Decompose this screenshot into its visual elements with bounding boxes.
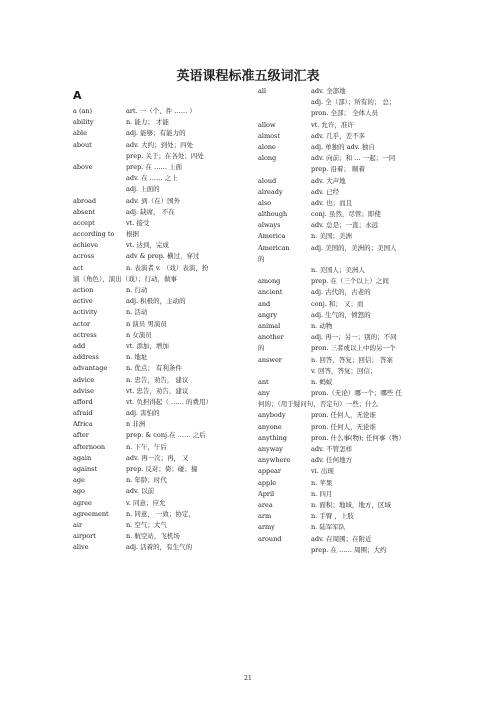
entry-definition: prep. 在 …… 上面	[126, 162, 183, 171]
entry-word	[258, 366, 311, 377]
vocab-entry	[73, 218, 248, 229]
entry-definition: n. 行动	[126, 286, 148, 294]
vocab-entry	[73, 419, 248, 430]
left-entry-list	[73, 106, 248, 554]
vocab-entry	[258, 153, 433, 164]
entry-word: animal	[258, 321, 281, 330]
vocab-entry	[73, 263, 248, 274]
vocab-entry	[258, 276, 433, 287]
entry-word: allow	[258, 120, 276, 129]
vocab-entry	[258, 310, 433, 321]
vocab-entry	[258, 243, 433, 254]
entry-word: aloud	[258, 176, 277, 185]
entry-definition: n. 苹果	[311, 478, 333, 487]
entry-definition: prep. 反对；倚；碰；撞	[126, 465, 198, 473]
entry-word: army	[258, 523, 275, 532]
entry-definition: vt. 允许，准许	[311, 120, 354, 129]
entry-definition: vt. 达到，完成	[126, 241, 169, 250]
entry-definition: prep. 关于；在各处；四处	[126, 151, 204, 160]
entry-definition: adv. 也；而且	[311, 198, 353, 207]
vocab-entry	[258, 108, 433, 119]
entry-definition: n. 航空站，飞机场	[126, 532, 180, 541]
entry-word	[258, 265, 311, 276]
entry-continuation: 的	[258, 254, 265, 263]
entry-definition: adj. 全（部）；所有的； 总；	[311, 98, 396, 107]
entry-definition: n 演员 男演员	[126, 319, 167, 328]
entry-definition: adv. 几乎，差不多	[311, 131, 366, 140]
vocab-entry	[258, 522, 433, 533]
entry-definition: vt. 负担得起（ …… 的费用）	[126, 397, 213, 406]
entry-definition: n. 蚂蚁	[311, 377, 333, 386]
vocab-entry	[73, 162, 248, 173]
entry-definition: adv. 大声地	[311, 176, 346, 185]
entry-definition: adj. 上面的	[126, 185, 160, 194]
entry-definition: adv. 在 …… 之上	[126, 174, 178, 183]
vocab-entry	[73, 128, 248, 139]
vocab-entry	[258, 388, 433, 399]
entry-definition: n. 陆军军队	[311, 523, 346, 532]
vocab-entry	[73, 430, 248, 441]
vocab-entry	[258, 444, 433, 455]
vocab-entry	[258, 511, 433, 522]
vocab-entry	[258, 478, 433, 489]
entry-word: along	[258, 154, 277, 163]
entry-word: air	[73, 520, 83, 529]
entry-word	[258, 164, 311, 175]
vocab-entry	[73, 251, 248, 262]
entry-word: against	[73, 465, 98, 473]
vocab-entry	[73, 296, 248, 307]
entry-definition: n. 忠告，劝告， 建议	[126, 375, 189, 384]
vocab-entry	[258, 187, 433, 198]
entry-word: and	[258, 299, 271, 308]
vocab-entry	[258, 489, 433, 500]
entry-definition: adj. 害怕的	[126, 409, 160, 418]
entry-definition: n. 同意， 一致；协定，	[126, 509, 195, 518]
entry-definition: adj. 生气的，愤怒的	[311, 310, 371, 319]
vocab-entry	[258, 142, 433, 153]
vocab-entry	[258, 321, 433, 332]
entry-word: arm	[258, 512, 272, 521]
entry-definition: adv. 向前；和 … 一起；一同	[311, 154, 396, 163]
entry-definition: pron. 三者或以上中的另一个	[311, 344, 396, 353]
vocab-entry	[73, 542, 248, 553]
entry-definition: adj. 活着的，有生气的	[126, 543, 193, 552]
entry-definition: adv. 在周围；在附近	[311, 534, 372, 543]
vocab-entry	[258, 198, 433, 209]
entry-word: ago	[73, 487, 85, 496]
entry-word: achieve	[73, 241, 99, 250]
vocab-entry	[73, 307, 248, 318]
entry-word	[73, 184, 126, 195]
left-column	[73, 86, 248, 554]
entry-word: after	[73, 431, 89, 440]
vocab-entry	[258, 410, 433, 421]
entry-definition: adj. 缺席， 不在	[126, 207, 175, 216]
entry-definition: conj. 和； 又；而	[311, 299, 364, 308]
entry-word	[258, 108, 311, 119]
vocab-entry	[73, 531, 248, 542]
entry-word: among	[258, 277, 281, 286]
vocab-entry	[258, 433, 433, 444]
entry-word: a (an)	[73, 107, 93, 115]
entry-definition: vi. 出现	[311, 467, 334, 476]
entry-definition: vt. 添加，增加	[126, 341, 169, 350]
entry-word: ability	[73, 118, 94, 127]
entry-word: anywhere	[258, 456, 291, 465]
vocab-entry	[73, 285, 248, 296]
entry-word: April	[258, 489, 275, 498]
entry-word	[258, 545, 311, 556]
vocab-entry	[73, 341, 248, 352]
vocab-entry	[258, 299, 433, 310]
vocab-entry	[258, 534, 433, 545]
entry-definition: adv. 不管怎样	[311, 445, 353, 453]
entry-word: anything	[258, 433, 287, 442]
entry-definition: n. 美国；美洲	[311, 232, 352, 241]
entry-word: although	[258, 210, 288, 219]
entry-definition: adj. 能够；有能力的	[126, 129, 186, 138]
entry-definition: pron. 任何人，无论谁	[311, 422, 376, 431]
entry-word: address	[73, 353, 99, 362]
vocab-entry	[73, 240, 248, 251]
entry-definition: n. 年龄；时代	[126, 476, 167, 485]
entry-definition: prep. 在 …… 周围；大约	[311, 545, 387, 554]
entry-word: answer	[258, 355, 282, 364]
vocab-entry	[73, 442, 248, 453]
entry-definition: adj. 古代的，古老的	[311, 288, 371, 297]
vocab-entry	[258, 332, 433, 343]
entry-word: ancient	[258, 288, 283, 297]
entry-definition: adj. 美国的，美洲的；美国人	[311, 243, 397, 252]
vocab-entry	[73, 375, 248, 386]
entry-word: area	[258, 500, 273, 509]
vocab-entry	[73, 520, 248, 531]
vocab-entry	[73, 196, 248, 207]
vocab-entry	[73, 464, 248, 475]
entry-word: alive	[73, 543, 89, 552]
entry-definition: adv. 总是；一直；永远	[311, 221, 379, 230]
entry-word: almost	[258, 131, 280, 140]
entry-definition: art. 一（个、件 …… ）	[126, 107, 196, 115]
page-title: 英语课程标准五级词汇表	[176, 69, 320, 84]
entry-word: agree	[73, 498, 92, 507]
entry-definition: n. 活动	[126, 308, 148, 317]
vocab-entry	[258, 500, 433, 511]
entry-word: apple	[258, 478, 277, 487]
section-letter: A	[73, 89, 82, 102]
entry-word	[258, 97, 311, 108]
vocab-entry	[258, 455, 433, 466]
entry-word: any	[258, 389, 270, 398]
entry-word: 的	[258, 344, 265, 353]
entry-definition: adj. 单独的 adv. 独自	[311, 142, 375, 151]
vocab-entry	[73, 173, 248, 184]
entry-word: about	[73, 140, 92, 149]
vocab-entry	[258, 231, 433, 242]
right-entry-list	[258, 86, 433, 556]
entry-definition: adv. 已经	[311, 187, 340, 196]
entry-definition: pron.（无论）哪一个；哪些 任	[311, 389, 402, 398]
vocab-entry	[258, 466, 433, 477]
vocab-entry	[258, 220, 433, 231]
entry-word: appear	[258, 467, 282, 476]
entry-word: anyway	[258, 445, 283, 453]
vocab-entry	[73, 207, 248, 218]
entry-word: around	[258, 534, 282, 543]
entry-definition: n. 下午，午后	[126, 442, 167, 451]
vocab-entry	[73, 486, 248, 497]
vocab-entry	[258, 86, 433, 97]
entry-word: afraid	[73, 409, 93, 418]
vocab-entry	[73, 386, 248, 397]
vocab-entry	[258, 176, 433, 187]
entry-definition: v. 同意；应允	[126, 498, 166, 507]
entry-word: angry	[258, 310, 278, 319]
entry-word: action	[73, 286, 94, 294]
entry-word: active	[73, 297, 93, 306]
entry-definition: n 女演员	[126, 330, 152, 339]
vocab-entry	[258, 355, 433, 366]
entry-definition: n. 表演者 v. （戏）表演，扮	[126, 263, 209, 272]
entry-word: age	[73, 476, 85, 485]
vocab-entry	[73, 397, 248, 408]
entry-word: anyone	[258, 422, 282, 431]
entry-continuation: 演（角色），演出（戏）；行动，做事	[73, 274, 177, 283]
entry-word: already	[258, 187, 283, 196]
entry-definition: adv. 以前	[126, 487, 155, 496]
entry-definition: n. 四月	[311, 489, 333, 498]
entry-definition: prep. 沿着； 顺着	[311, 165, 365, 174]
entry-definition: n. 手臂 ，上肢	[311, 512, 354, 521]
vocab-entry	[73, 184, 248, 195]
entry-word: all	[258, 87, 267, 95]
entry-definition: adj. 再一；另一；别的；不同	[311, 333, 397, 342]
vocab-entry	[258, 287, 433, 298]
entry-word	[73, 151, 126, 162]
vocab-entry	[258, 265, 433, 276]
vocab-entry	[73, 330, 248, 341]
entry-definition: n. 空气；大气	[126, 520, 167, 529]
vocab-entry	[258, 545, 433, 556]
entry-definition: n. 美国人；美洲人	[311, 266, 365, 274]
entry-word: above	[73, 162, 93, 171]
entry-definition: 根据	[126, 230, 139, 239]
entry-word: add	[73, 341, 86, 350]
entry-definition: adv & prep. 横过，穿过	[126, 252, 200, 261]
vocab-entry	[73, 408, 248, 419]
vocab-entry	[258, 164, 433, 175]
vocab-entry	[73, 117, 248, 128]
entry-definition: n. 动物	[311, 321, 333, 330]
entry-word: able	[73, 129, 87, 138]
vocab-entry	[73, 475, 248, 486]
vocab-entry	[73, 453, 248, 464]
entry-word: advantage	[73, 364, 108, 373]
entry-word: anybody	[258, 411, 286, 420]
vocab-entry	[73, 229, 248, 240]
vocab-entry	[258, 131, 433, 142]
entry-word: actor	[73, 319, 91, 328]
entry-definition: n 非洲	[126, 420, 146, 429]
entry-definition: adv. 再一次；再， 又	[126, 453, 189, 462]
entry-word: accept	[73, 218, 95, 227]
vocab-entry	[258, 377, 433, 388]
vocab-entry	[258, 422, 433, 433]
entry-word: agreement	[73, 509, 109, 518]
entry-word: another	[258, 333, 284, 342]
entry-word: afford	[73, 397, 93, 406]
entry-definition: vt. 忠告，劝告，建议	[126, 386, 189, 395]
entry-word: advice	[73, 375, 95, 384]
vocab-entry	[73, 352, 248, 363]
entry-definition: n. 回答，答复；回信； 答案	[311, 355, 393, 364]
vocab-entry	[73, 106, 248, 117]
entry-definition: n. 优点； 有利条件	[126, 364, 182, 373]
entry-word	[73, 173, 126, 184]
entry-word: ant	[258, 377, 269, 386]
entry-word: again	[73, 453, 92, 462]
entry-word: airport	[73, 532, 96, 541]
entry-definition: adv. 到（在）国外	[126, 196, 181, 205]
entry-word: alone	[258, 142, 276, 151]
entry-definition: pron. 什么事(物); 任何事（物）	[311, 433, 405, 442]
entry-definition: n. 面积；地域，地方，区域	[311, 500, 391, 509]
entry-word: abroad	[73, 196, 97, 205]
vocab-entry	[258, 343, 433, 354]
entry-word: act	[73, 263, 84, 272]
entry-definition: n. 能力； 才能	[126, 118, 169, 127]
entry-word: advise	[73, 386, 94, 395]
entry-word: America	[258, 232, 286, 241]
vocab-entry	[73, 140, 248, 151]
entry-definition: adv. 任何地方	[311, 456, 353, 465]
entry-word: actress	[73, 330, 97, 339]
entry-definition: prep. & conj.在 …… 之后	[126, 431, 206, 440]
right-column	[258, 86, 433, 556]
entry-word: always	[258, 221, 281, 230]
entry-word: according to	[73, 230, 115, 239]
vocab-entry	[258, 120, 433, 131]
entry-definition: adj. 积极的，主动的	[126, 297, 186, 306]
entry-definition: adv. 全部地	[311, 87, 346, 95]
entry-continuation: 何的；（用于疑问句、否定句）一些；什么	[258, 400, 379, 409]
entry-word: American	[258, 243, 290, 252]
entry-definition: v. 回答，答复；回信；	[311, 366, 377, 375]
vocab-entry	[73, 319, 248, 330]
entry-definition: n. 地址	[126, 353, 148, 362]
entry-definition: prep. 在（三个以上）之间	[311, 277, 389, 286]
vocab-entry	[73, 498, 248, 509]
entry-definition: pron. 任何人，无论谁	[311, 411, 376, 420]
entry-definition: conj. 虽然，尽管；即使	[311, 210, 381, 219]
vocab-entry	[258, 97, 433, 108]
vocab-entry	[73, 363, 248, 374]
entry-definition: pron. 全部； 全体人员	[311, 109, 379, 118]
entry-word: afternoon	[73, 442, 106, 451]
vocab-entry	[73, 509, 248, 520]
entry-word: Africa	[73, 420, 93, 429]
vocab-entry	[258, 366, 433, 377]
entry-word: absent	[73, 207, 96, 216]
page-number: 21	[244, 675, 252, 682]
vocab-entry	[258, 209, 433, 220]
entry-word: activity	[73, 308, 98, 317]
vocab-entry	[73, 151, 248, 162]
entry-definition: vt. 接受	[126, 218, 150, 227]
entry-word: also	[258, 198, 272, 207]
entry-word: across	[73, 252, 95, 261]
entry-definition: adv. 大约；到处；四处	[126, 140, 194, 149]
